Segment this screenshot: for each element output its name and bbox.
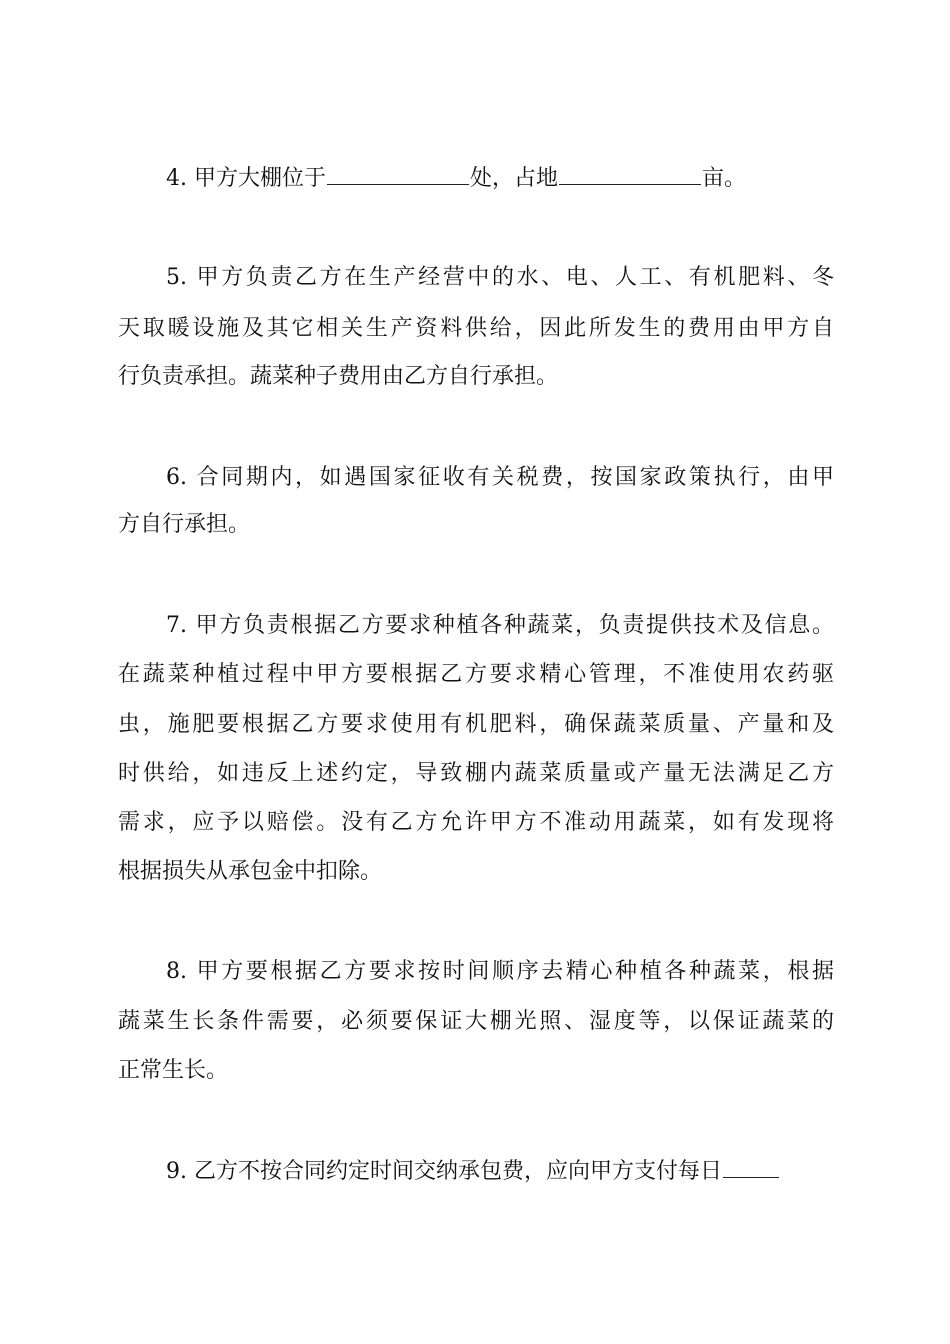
clause-6-line-1: 6. 合同期内，如遇国家征收有关税费，按国家政策执行，由甲 — [166, 465, 834, 490]
clause-7-line-4: 时供给，如违反上述约定，导致棚内蔬菜质量或产量无法满足乙方 — [118, 761, 834, 786]
clause-4-text-3: 亩。 — [702, 166, 747, 191]
clause-6-line-2: 方自行承担。 — [118, 512, 251, 537]
clause-7-line-2: 在蔬菜种植过程中甲方要根据乙方要求精心管理，不准使用农药驱 — [118, 662, 834, 687]
clause-7-line-6: 根据损失从承包金中扣除。 — [118, 859, 383, 884]
clause-4-text-2: 处，占地 — [469, 166, 558, 191]
clause-8-line-3: 正常生长。 — [118, 1058, 229, 1083]
location-blank — [327, 158, 469, 185]
clause-9-line-1 — [166, 1151, 834, 1191]
clause-8-line-2: 蔬菜生长条件需要，必须要保证大棚光照、湿度等，以保证蔬菜的 — [118, 1009, 834, 1034]
clause-5-line-3: 行负责承担。蔬菜种子费用由乙方自行承担。 — [118, 364, 559, 389]
clause-7-line-5: 需求，应予以赔偿。没有乙方允许甲方不准动用蔬菜，如有发现将 — [118, 810, 834, 835]
area-blank — [559, 158, 701, 185]
clause-4-line-1 — [166, 158, 834, 198]
daily-rate-blank — [723, 1151, 779, 1178]
clause-9-text-1: 9. 乙方不按合同约定时间交纳承包费，应向甲方支付每日 — [166, 1159, 722, 1184]
clause-8-line-1: 8. 甲方要根据乙方要求按时间顺序去精心种植各种蔬菜，根据 — [166, 959, 834, 984]
clause-7-line-1: 7. 甲方负责根据乙方要求种植各种蔬菜，负责提供技术及信息。 — [166, 613, 834, 638]
clause-7-line-3: 虫，施肥要根据乙方要求使用有机肥料，确保蔬菜质量、产量和及 — [118, 712, 834, 737]
clause-5-line-1: 5. 甲方负责乙方在生产经营中的水、电、人工、有机肥料、冬 — [166, 265, 834, 290]
clause-4-text-1: 4. 甲方大棚位于 — [166, 166, 326, 191]
clause-5-line-2: 天取暖设施及其它相关生产资料供给，因此所发生的费用由甲方自 — [118, 316, 834, 341]
